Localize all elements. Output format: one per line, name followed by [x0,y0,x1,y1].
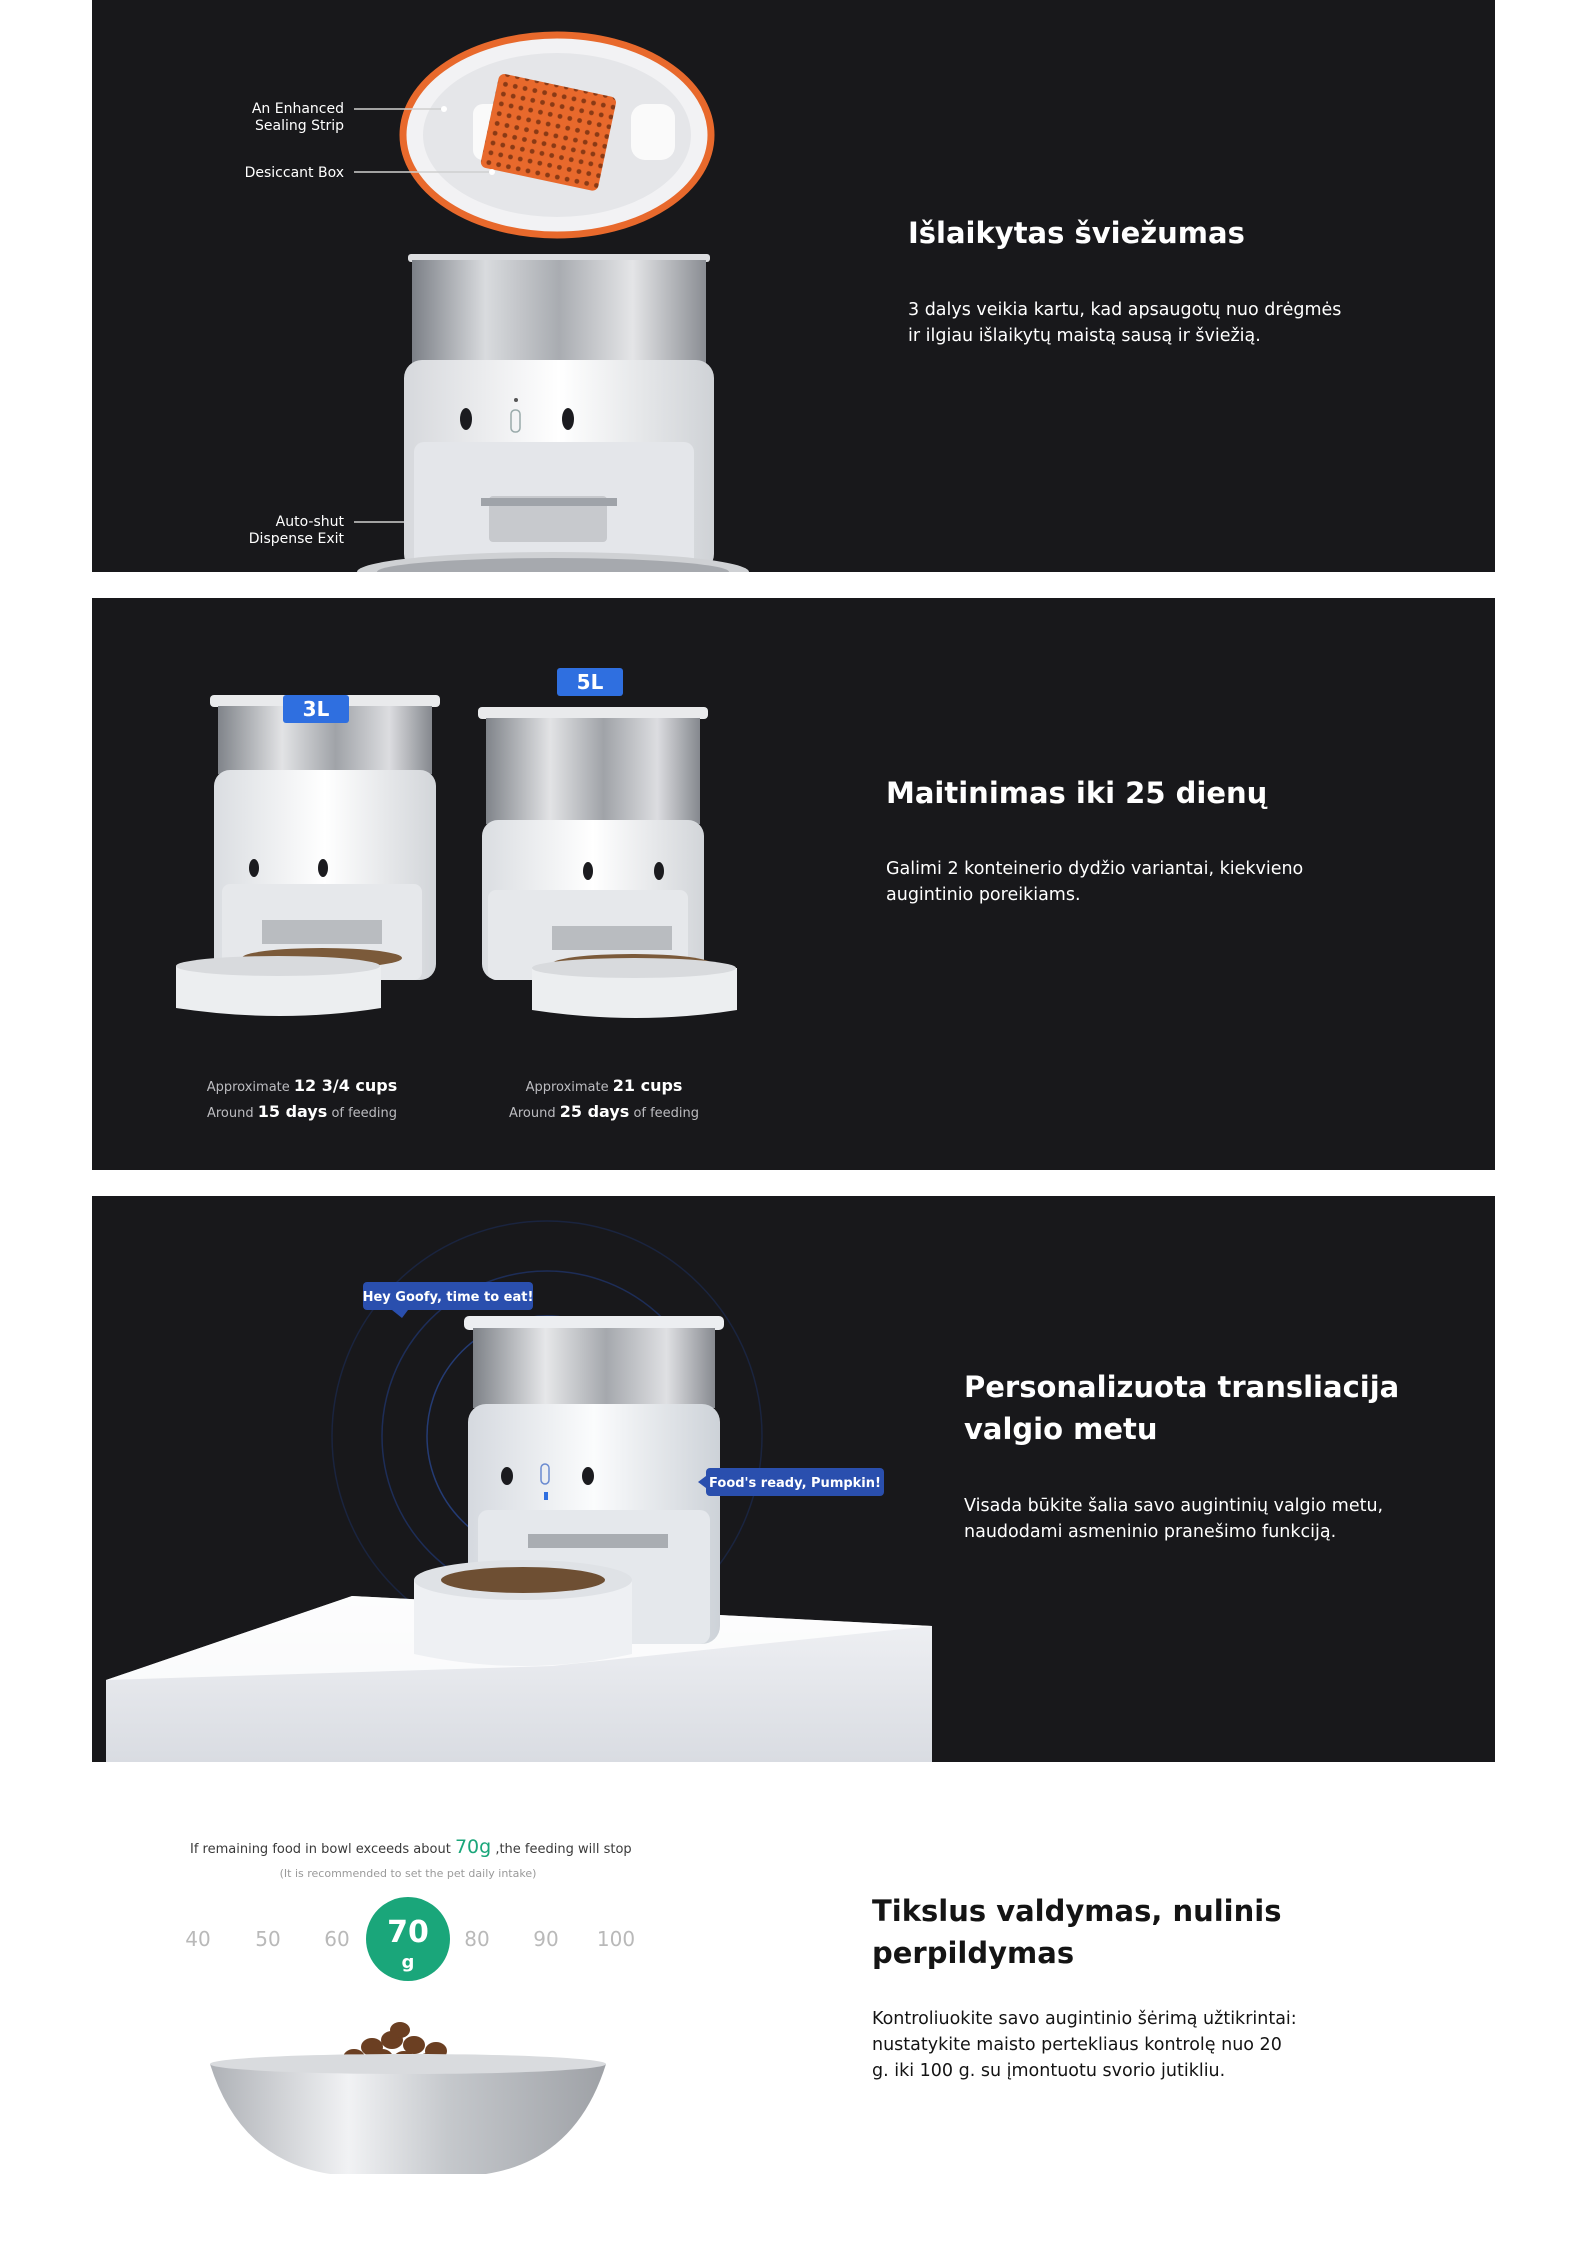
scale-tick: 50 [255,1927,281,1951]
scale-tick: 80 [464,1927,490,1951]
variant-5l-cups: Approximate 21 cups [525,1076,683,1095]
scale-illustration [92,1762,1495,2245]
exit-callout-line2: Dispense Exit [248,531,344,547]
scale-subcaption: (It is recommended to set the pet daily intake) [279,1867,537,1880]
scale-tick: 100 [596,1927,636,1951]
selected-value: 70 [387,1915,429,1950]
variant-3l-cups: Approximate 12 3/4 cups [206,1076,398,1095]
speech-bubble-right-text: Food's ready, Pumpkin! [709,1476,881,1491]
feeder-lid-illustration [92,0,1495,572]
sealing-callout-line1: An Enhanced [251,101,344,117]
desiccant-callout: Desiccant Box [244,165,344,181]
variant-3l-days: Around 15 days of feeding [206,1102,398,1121]
scale-tick: 60 [324,1927,350,1951]
freshness-section [92,0,1495,572]
sealing-callout-line2: Sealing Strip [255,118,344,134]
feeder-broadcast-illustration [92,1196,1495,1762]
section-description: Visada būkite šalia savo augintinių valgio metu, naudodami asmeninio pranešimo funkciją. [964,1496,1384,1542]
variant-5l-days: Around 25 days of feeding [508,1102,700,1121]
exit-callout-line1: Auto-shut [275,514,344,530]
section-description: Kontroliuokite savo augintinio šėrimą užtikrintai: nustatykite maisto pertekliaus kontrolę nuo 20 g. iki 100 g. su įmontuotu svorio jutikliu. [872,2009,1297,2081]
capacity-section [92,598,1495,1170]
badge-5l-label: 5L [576,670,604,694]
voice-broadcast-section [92,1196,1495,1762]
weight-control-section [92,1762,1495,2245]
scale-tick: 90 [533,1927,559,1951]
badge-3l-label: 3L [302,697,330,721]
scale-caption: If remaining food in bowl exceeds about 70g ,the feeding will stop [190,1836,632,1858]
section-title: Maitinimas iki 25 dienų [886,776,1268,810]
section-title: Išlaikytas šviežumas [908,216,1245,250]
speech-bubble-top-text: Hey Goofy, time to eat! [362,1290,534,1305]
section-description: Galimi 2 konteinerio dydžio variantai, kiekvieno augintinio poreikiams. [886,859,1304,905]
scale-tick: 40 [185,1927,211,1951]
section-description: 3 dalys veikia kartu, kad apsaugotų nuo drėgmės ir ilgiau išlaikytų maistą sausą ir šviežią. [908,300,1342,346]
selected-unit: g [401,1952,415,1973]
section-title: Tikslus valdymas, nulinis perpildymas [872,1894,1282,1970]
section-title: Personalizuota transliacija valgio metu [964,1370,1400,1446]
